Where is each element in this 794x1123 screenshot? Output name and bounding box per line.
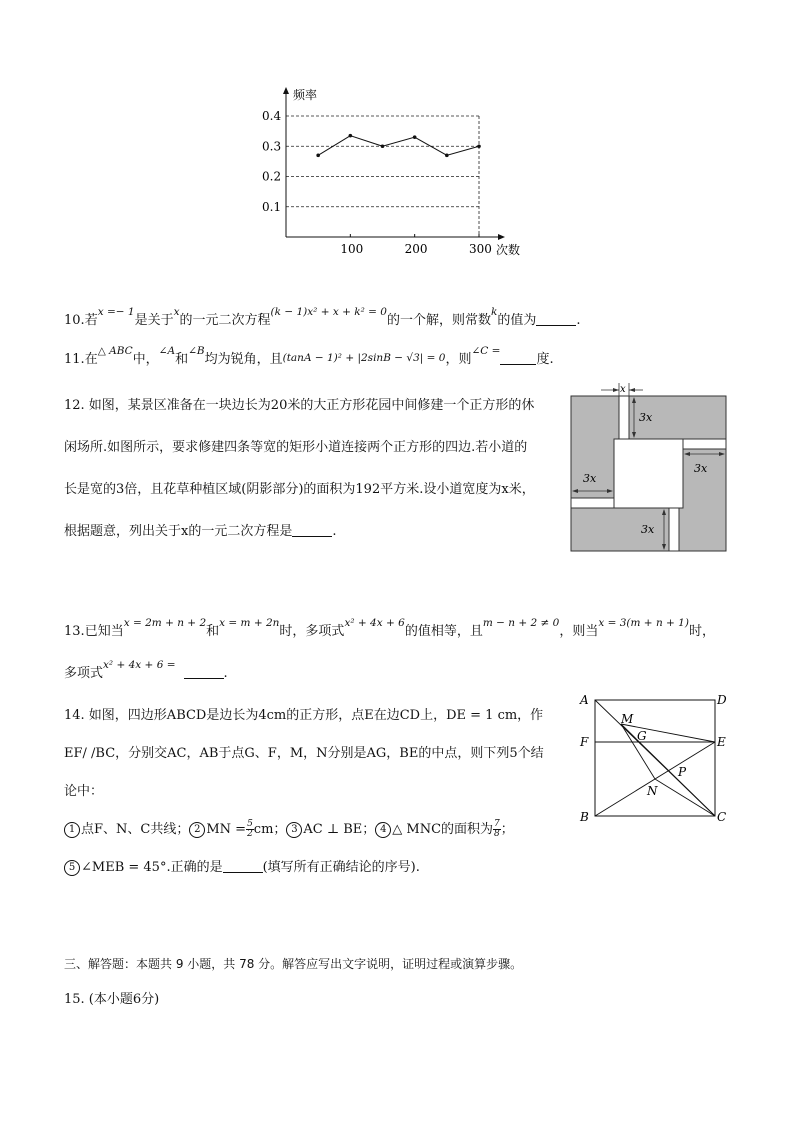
frequency-line-chart [255, 82, 545, 262]
q11-math: ∠C = [471, 345, 501, 357]
q14-text: (填写所有正确结论的序号). [262, 860, 420, 875]
point-A-label: A [580, 693, 589, 707]
q13-text: . [223, 666, 228, 681]
q13-text: 时， [688, 624, 715, 639]
q14-line: EF/ /BC，分别交AC，AB于点G、F，M，N分别是AG，BE的中点，则下列5个结 [64, 746, 544, 761]
q10-text: . [576, 313, 581, 328]
q13-math: m − n + 2 ≠ 0 [482, 617, 560, 629]
length-label-right: 3x [694, 462, 708, 475]
q13-text: 多项式 [64, 666, 104, 681]
q14-conclusion: MN = [206, 822, 247, 837]
q13-text: 时，多项式 [279, 624, 345, 639]
circled-number: 1 [64, 822, 80, 838]
q10-text: 的一元二次方程 [179, 313, 271, 328]
q11-text: ，则 [445, 352, 472, 367]
q10-math: k [490, 306, 498, 318]
length-label-bottom: 3x [641, 523, 655, 536]
q14-conclusion: 点F、N、C共线； [81, 822, 190, 837]
answer-blank[interactable] [536, 312, 576, 326]
q10-math: x [173, 306, 180, 318]
q14-conclusion: ； [500, 822, 514, 837]
point-M-label: M [621, 712, 634, 726]
circled-number: 3 [286, 822, 302, 838]
q11-text: 均为锐角，且 [204, 352, 283, 367]
answer-blank[interactable] [184, 665, 224, 679]
q14-conclusion: △ MNC的面积为 [392, 822, 494, 837]
answer-blank[interactable] [292, 523, 332, 537]
q14-line: 14. 如图，四边形ABCD是边长为4cm的正方形，点E在边CD上，DE = 1 cm，作 [64, 708, 544, 723]
circled-number: 5 [64, 860, 80, 876]
data-point [381, 144, 385, 148]
q11-number: 11. [64, 352, 85, 367]
garden-path-figure [565, 380, 730, 555]
q13-math: x = 2m + n + 2 [123, 617, 207, 629]
q11-equation: (tanA − 1)² + |2sinB − √3| = 0 [282, 352, 446, 364]
point-E-label: E [717, 735, 726, 749]
series-line [318, 136, 479, 156]
y-tick-label: 0.2 [262, 169, 282, 184]
q13-math: x² + 4x + 6 [344, 617, 405, 629]
x-tick-label: 100 [340, 242, 364, 256]
circled-number: 2 [189, 822, 205, 838]
fraction: $\frac{5}{2}$ [247, 819, 253, 839]
q12-line: 12. 如图，某景区准备在一块边长为20米的大正方形花园中间修建一个正方形的休 [64, 398, 535, 413]
y-axis-label: 频率 [293, 88, 318, 102]
point-P-label: P [678, 765, 687, 779]
q13-text: 和 [206, 624, 220, 639]
x-tick-label: 200 [404, 242, 428, 256]
question-10 [64, 306, 581, 331]
data-point [316, 154, 320, 158]
answer-blank[interactable] [223, 859, 263, 873]
square-geometry-figure [575, 690, 735, 830]
q13-math: x = 3(m + n + 1) [598, 617, 689, 629]
question-15: 15. (本小题6分) [64, 992, 160, 1007]
x-axis-arrow [498, 234, 505, 240]
y-tick-label: 0.1 [262, 199, 282, 214]
data-point [413, 135, 417, 139]
q11-math: ∠B [188, 345, 205, 357]
q13-number: 13. [64, 624, 85, 639]
q14-conclusion-5 [64, 849, 544, 887]
x-tick-label: 300 [469, 242, 492, 256]
q14-conclusions [64, 811, 544, 849]
q10-text: 的值为 [497, 313, 537, 328]
q10-equation: (k − 1)x² + x + k² = 0 [270, 306, 387, 318]
q13-math: x² + 4x + 6 = [103, 659, 176, 671]
point-C-label: C [717, 810, 727, 824]
q11-text: 在 [84, 352, 98, 367]
q10-math: x =− 1 [97, 306, 135, 318]
q12-line: 长是宽的3倍，且花草种植区域(阴影部分)的面积为192平方米.设小道宽度为x米， [64, 482, 535, 497]
point-F-label: F [580, 735, 589, 749]
point-B-label: B [580, 810, 589, 824]
point-G-label: G [637, 729, 647, 743]
q13-text: ，则当 [559, 624, 599, 639]
q11-text: 中， [132, 352, 159, 367]
q12-line: 闲场所.如图所示，要求修建四条等宽的矩形小道连接两个正方形的四边.若小道的 [64, 440, 528, 455]
question-12 [64, 385, 535, 553]
q10-number: 10. [64, 313, 85, 328]
question-13-line-2 [64, 659, 228, 684]
x-axis-label: 次数 [496, 243, 521, 257]
length-label-left: 3x [583, 472, 597, 485]
question-14 [64, 697, 544, 887]
q14-conclusion: AC ⊥ BE； [303, 822, 376, 837]
q12-text: . [332, 524, 337, 539]
y-axis-arrow [283, 87, 289, 94]
chart-grid [286, 116, 479, 237]
answer-blank[interactable] [500, 351, 536, 365]
q11-math: ∠A [158, 345, 176, 357]
q14-line: 论中： [64, 784, 104, 799]
point-D-label: D [717, 693, 727, 707]
section-3-heading: 三、解答题：本题共 9 小题，共 78 分。解答应写出文字说明，证明过程或演算步骤。 [64, 957, 523, 971]
data-point [477, 144, 481, 148]
q13-text: 的值相等，且 [404, 624, 483, 639]
fraction: $\frac{7}{8}$ [494, 819, 500, 839]
y-tick-label: 0.4 [262, 109, 282, 123]
data-point [445, 154, 449, 158]
width-label-x: x [620, 384, 626, 395]
q10-text: 是关于 [134, 313, 174, 328]
q13-math: x = m + 2n [219, 617, 280, 629]
q11-text: 和 [175, 352, 189, 367]
question-11 [64, 345, 554, 370]
q14-conclusion: cm； [253, 822, 287, 837]
length-label-top: 3x [639, 411, 653, 424]
q14-conclusion: ∠MEB = 45°.正确的是 [81, 860, 223, 875]
point-N-label: N [647, 784, 658, 798]
question-13 [64, 617, 715, 642]
circled-number: 4 [375, 822, 391, 838]
data-point [349, 134, 353, 138]
q12-line: 根据题意，列出关于x的一元二次方程是 [64, 524, 293, 539]
q11-math: △ ABC [97, 345, 133, 357]
q10-text: 的一个解，则常数 [386, 313, 491, 328]
y-tick-label: 0.3 [262, 139, 282, 154]
q10-text: 若 [84, 313, 98, 328]
q11-text: 度. [536, 352, 554, 367]
q13-text: 已知当 [84, 624, 124, 639]
